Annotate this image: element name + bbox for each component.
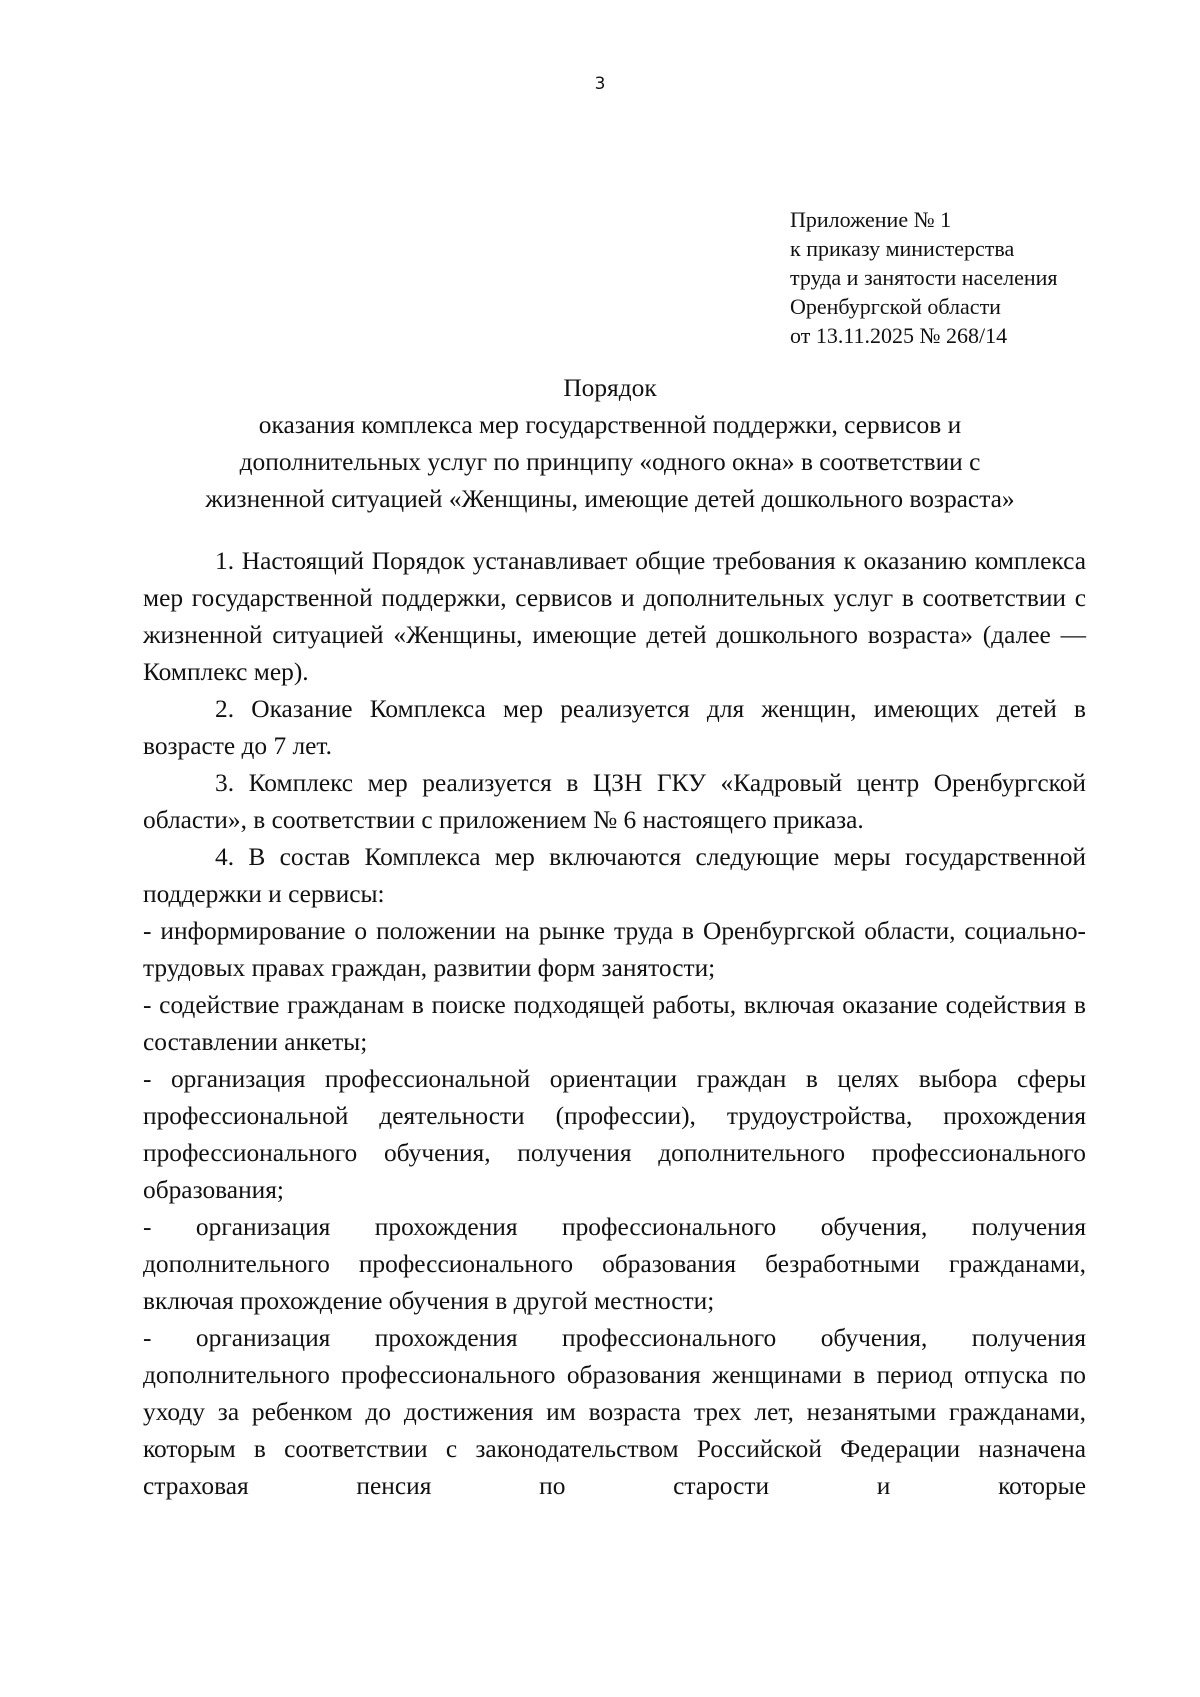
title-line: оказания комплекса мер государственной поддержки, сервисов и [258,411,962,439]
page-number: 3 [594,74,606,94]
title-heading: Порядок [563,374,657,402]
appendix-line: Оренбургской области [790,294,1001,319]
document-title [130,370,1090,518]
title-line: жизненной ситуацией «Женщины, имеющие детей дошкольного возраста» [205,485,1015,513]
appendix-line: от 13.11.2025 № 268/14 [790,323,1008,348]
appendix-line: к приказу министерства [790,236,1015,261]
paragraph-2: 2. Оказание Комплекса мер реализуется для женщин, имеющих детей в возрасте до 7 лет. [143,695,1086,760]
appendix-line: Приложение № 1 [790,207,952,232]
paragraph-3: 3. Комплекс мер реализуется в ЦЗН ГКУ «Кадровый центр Оренбургской области», в соответствии с приложением № 6 настоящего приказа. [143,769,1086,834]
paragraph-1: 1. Настоящий Порядок устанавливает общие требования к оказанию комплекса мер государственной поддержки, сервисов и дополнительных услуг в соответствии с жизненной ситуацией «Женщины, имеющие детей дошкольного возраста» (далее — Комплекс мер). [143,547,1086,686]
document-body [143,543,1086,1505]
appendix-line: труда и занятости населения [790,265,1058,290]
list-item: - организация профессиональной ориентации граждан в целях выбора сферы профессиональной деятельности (профессии), трудоустройства, прохождения профессионального обучения, получения дополнительного профессионального образования; [143,1065,1086,1204]
title-line: дополнительных услуг по принципу «одного окна» в соответствии с [239,448,981,476]
list-item: - информирование о положении на рынке труда в Оренбургской области, социально-трудовых правах граждан, развитии форм занятости; [143,917,1086,982]
paragraph-4: 4. В состав Комплекса мер включаются следующие меры государственной поддержки и сервисы: [143,843,1086,908]
list-item: - организация прохождения профессионального обучения, получения дополнительного профессионального образования безработными гражданами, включая прохождение обучения в другой местности; [143,1213,1086,1315]
list-item: - содействие гражданам в поиске подходящей работы, включая оказание содействия в составлении анкеты; [143,991,1086,1056]
list-item: - организация прохождения профессионального обучения, получения дополнительного профессионального образования женщинами в период отпуска по уходу за ребенком до достижения им возраста трех лет, незанятыми гражданами, которым в соответствии с законодательством Российской Федерации назначена страховая пенсия по старости и которые [143,1324,1086,1500]
appendix-header [790,205,1170,350]
